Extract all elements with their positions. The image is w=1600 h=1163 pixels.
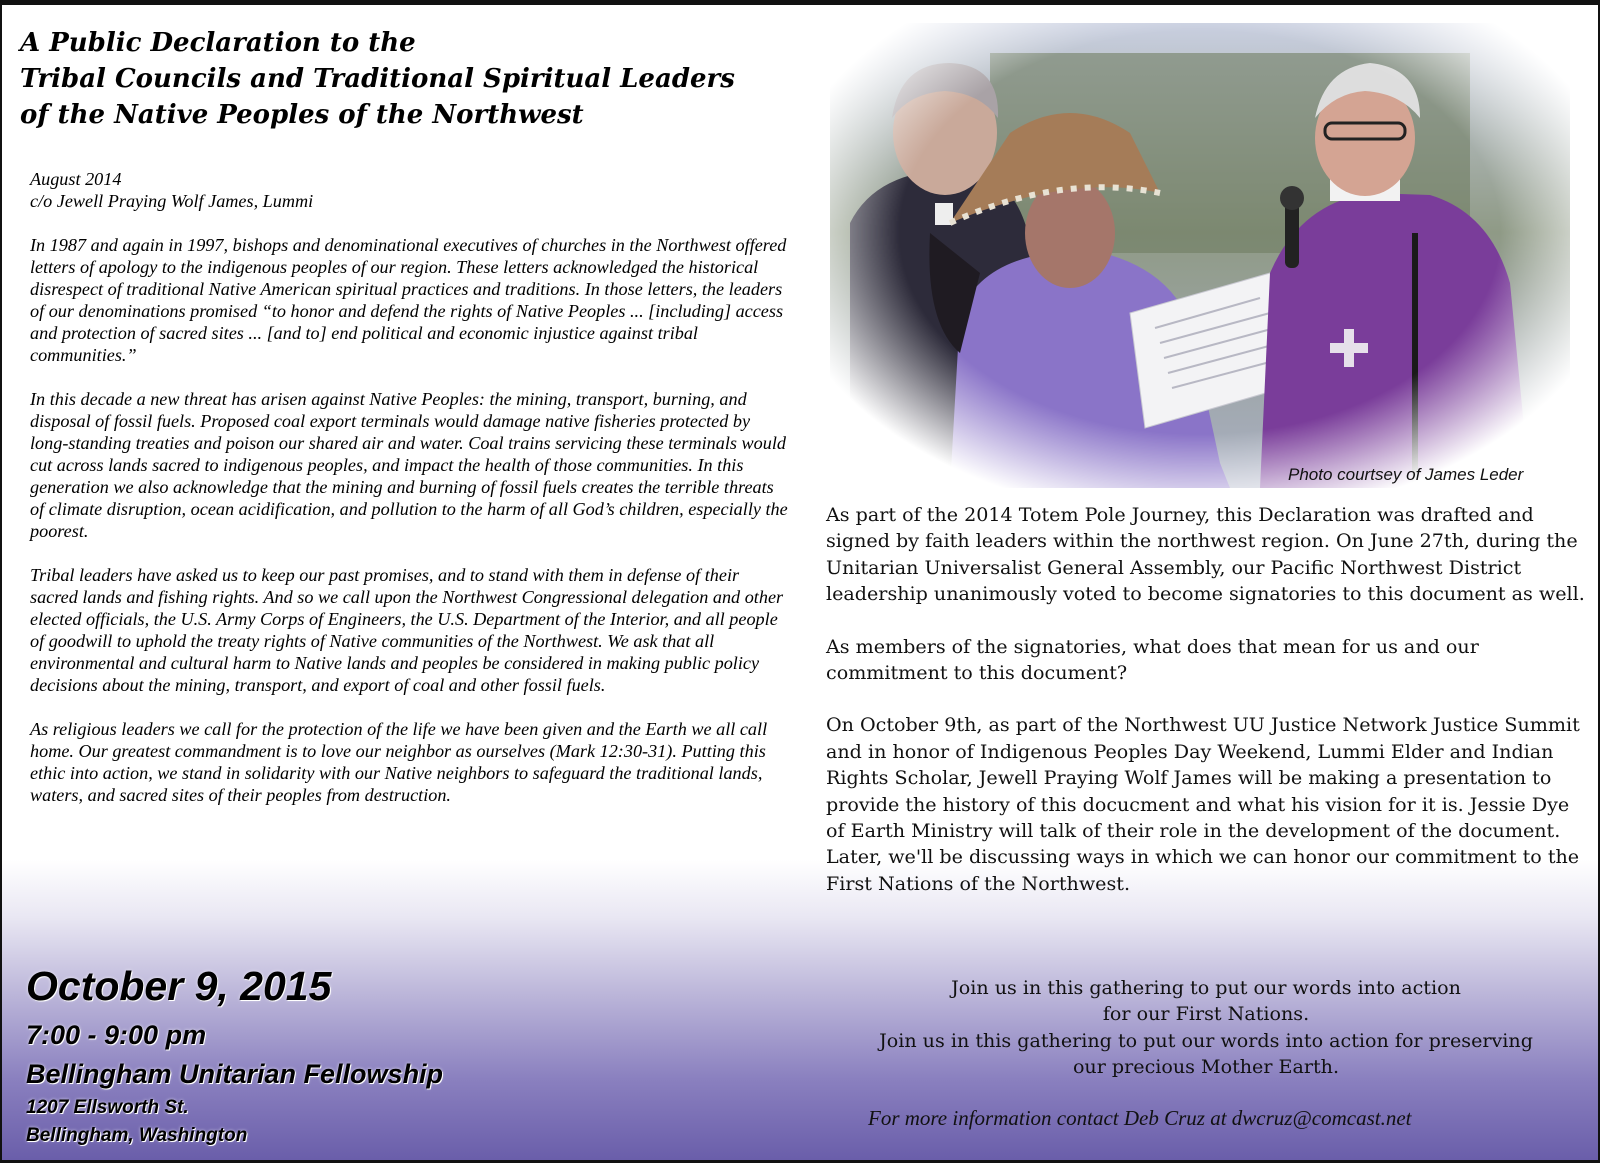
letter-paragraph: In this decade a new threat has arisen against Native Peoples: the mining, transport, burning, and disposal of fossil fuels. Proposed coal export terminals would damage native fisheries protected by long-standing treaties and poison our shared air and water. Coal trains servicing these terminals would cut across lands sacred to indigenous peoples, and impact the health of those communities. In this generation we also acknowledge that the mining and burning of fossil fuels creates the terrible threats of climate disruption, ocean acidification, and pollution to the harm of all God’s children, especially the poorest. [30, 389, 788, 541]
join-line: our precious Mother Earth. [1072, 1055, 1340, 1079]
call-to-action [826, 975, 1586, 1081]
join-line: Join us in this gathering to put our words into action for preserving [879, 1028, 1533, 1052]
letter-header [30, 168, 790, 212]
join-line: Join us in this gathering to put our words into action [951, 976, 1461, 999]
title-line-1: A Public Declaration to the [20, 28, 416, 58]
letter-recipient: c/o Jewell Praying Wolf James, Lummi [30, 191, 314, 211]
description-paragraph: On October 9th, as part of the Northwest UU Justice Network Justice Summit and in honor of Indigenous Peoples Day Weekend, Lummi Elder and Indian Rights Scholar, Jewell Praying Wolf James will be making a presentation to provide the history of this docucment and what his vision for it is. Jessie Dye of Earth Ministry will talk of their role in the development of the document. Later, we'll be discussing ways in which we can honor our commitment to the First Nations of the Northwest. [826, 713, 1580, 895]
title-line-2: Tribal Councils and Traditional Spiritual Leaders [20, 64, 735, 94]
declaration-letter [30, 168, 790, 828]
event-description [826, 502, 1586, 923]
letter-paragraph: As religious leaders we call for the protection of the life we have been given and the Earth we all call home. Our greatest commandment is to love our neighbor as ourselves (Mark 12:30-31). Putting this ethic into action, we stand in solidarity with our Native neighbors to safeguard the traditional lands, waters, and sacred sites of their peoples from destruction. [30, 719, 768, 805]
contact-info: For more information contact Deb Cruz at dwcruz@comcast.net [868, 1106, 1412, 1130]
ceremony-photo [830, 23, 1570, 488]
event-street: 1207 Ellsworth St. [26, 1097, 189, 1118]
letter-paragraph: Tribal leaders have asked us to keep our past promises, and to stand with them in defense of their sacred lands and fishing rights. And so we call upon the Northwest Congressional delegation and other elected officials, the U.S. Army Corps of Engineers, the U.S. Department of the Interior, and all people of goodwill to uphold the treaty rights of Native communities of the Northwest. We ask that all environmental and cultural harm to Native lands and peoples be considered in making public policy decisions about the mining, transport, and export of coal and other fossil fuels. [30, 565, 784, 695]
event-city: Bellingham, Washington [26, 1125, 248, 1146]
declaration-title [20, 25, 800, 133]
letter-paragraph: In 1987 and again in 1997, bishops and denominational executives of churches in the Northwest offered letters of apology to the indigenous peoples of our region. These letters acknowledged the historical disrespect of traditional Native American spiritual practices and traditions. In those letters, the leaders of our denominations promised “to honor and defend the rights of Native Peoples ... [including] access and protection of sacred sites ... [and to] end political and economic injustice against tribal communities.” [30, 235, 787, 365]
event-time: 7:00 - 9:00 pm [26, 1020, 207, 1050]
description-paragraph: As members of the signatories, what does that mean for us and our commitment to this document? [826, 634, 1479, 685]
title-line-3: of the Native Peoples of the Northwest [20, 100, 584, 130]
letter-date: August 2014 [30, 169, 122, 189]
event-date: October 9, 2015 [26, 963, 332, 1009]
event-details [26, 960, 586, 1150]
photo-caption: Photo courtsey of James Leder [1288, 465, 1524, 484]
join-line: for our First Nations. [1102, 1002, 1310, 1026]
description-paragraph: As part of the 2014 Totem Pole Journey, this Declaration was drafted and signed by faith leaders within the northwest region. On June 27th, during the Unitarian Universalist General Assembly, our Pacific Northwest District leadership unanimously voted to become signatories to this document as well. [826, 503, 1585, 606]
event-venue: Bellingham Unitarian Fellowship [26, 1059, 444, 1089]
